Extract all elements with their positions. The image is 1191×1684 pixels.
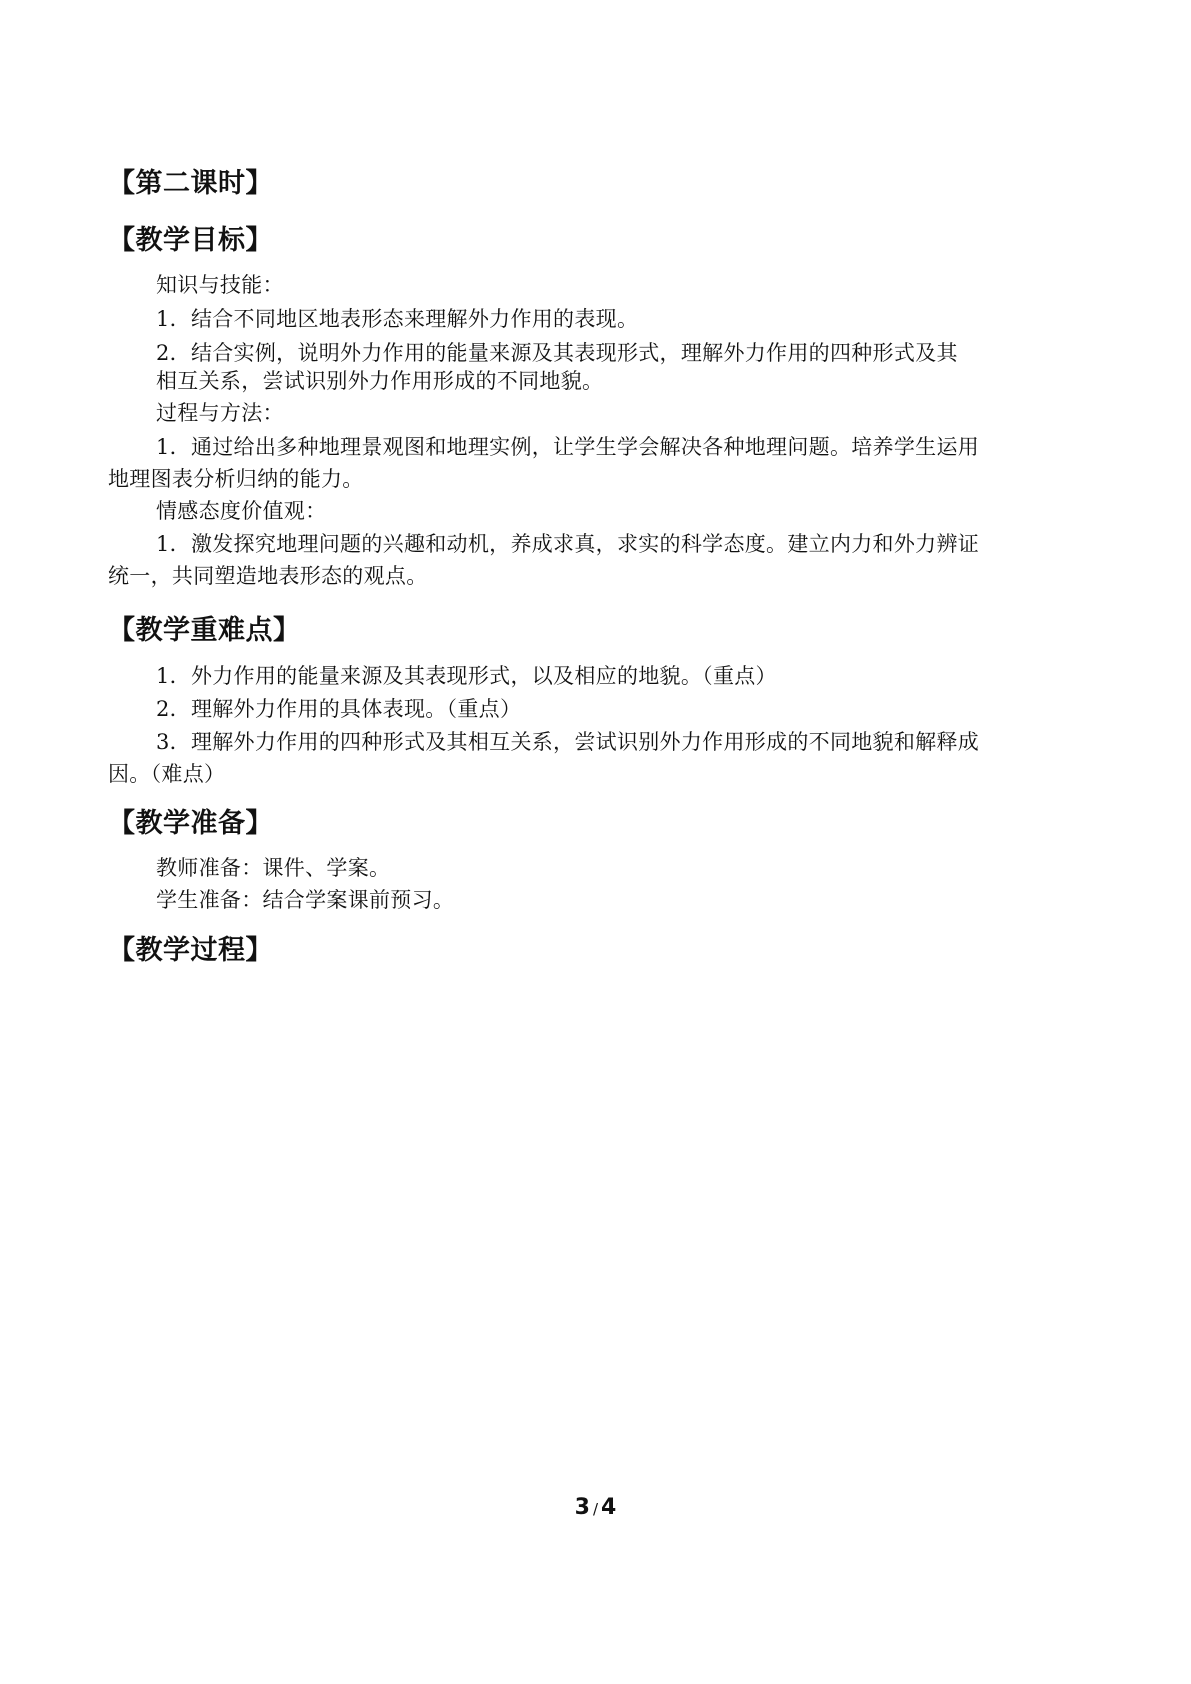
teacher-preparation: 教师准备：课件、学案。: [156, 856, 391, 880]
method-title: 过程与方法：: [156, 401, 284, 425]
page-separator: /: [592, 1500, 599, 1518]
method-item-1-line-1: 1．通过给出多种地理景观图和地理实例，让学生学会解决各种地理问题。培养学生运用: [156, 435, 980, 459]
lesson-heading: 【第二课时】: [108, 168, 273, 199]
knowledge-title: 知识与技能：: [156, 273, 284, 297]
emotion-title: 情感态度价值观：: [156, 499, 327, 523]
knowledge-item-2-line-2: 相互关系，尝试识别外力作用形成的不同地貌。: [156, 369, 604, 393]
total-page-count: 4: [601, 1495, 617, 1520]
process-heading: 【教学过程】: [108, 935, 273, 966]
objectives-heading: 【教学目标】: [108, 225, 273, 256]
page-number-footer: [0, 1494, 1191, 1523]
knowledge-item-2-line-1: 2．结合实例，说明外力作用的能量来源及其表现形式，理解外力作用的四种形式及其: [156, 341, 958, 365]
key-point-item-1: 1．外力作用的能量来源及其表现形式，以及相应的地貌。（重点）: [156, 664, 777, 688]
key-point-item-3-line-1: 3．理解外力作用的四种形式及其相互关系，尝试识别外力作用形成的不同地貌和解释成: [156, 730, 980, 754]
knowledge-item-1: 1．结合不同地区地表形态来理解外力作用的表现。: [156, 307, 639, 331]
emotion-item-1-line-1: 1．激发探究地理问题的兴趣和动机，养成求真，求实的科学态度。建立内力和外力辨证: [156, 532, 980, 556]
student-preparation: 学生准备：结合学案课前预习。: [156, 888, 455, 912]
current-page-number: 3: [574, 1495, 590, 1520]
key-point-item-3-line-2: 因。（难点）: [108, 762, 226, 786]
key-points-heading: 【教学重难点】: [108, 615, 301, 646]
preparation-heading: 【教学准备】: [108, 808, 273, 839]
emotion-item-1-line-2: 统一，共同塑造地表形态的观点。: [108, 564, 428, 588]
method-item-1-line-2: 地理图表分析归纳的能力。: [108, 467, 364, 491]
key-point-item-2: 2．理解外力作用的具体表现。（重点）: [156, 697, 522, 721]
